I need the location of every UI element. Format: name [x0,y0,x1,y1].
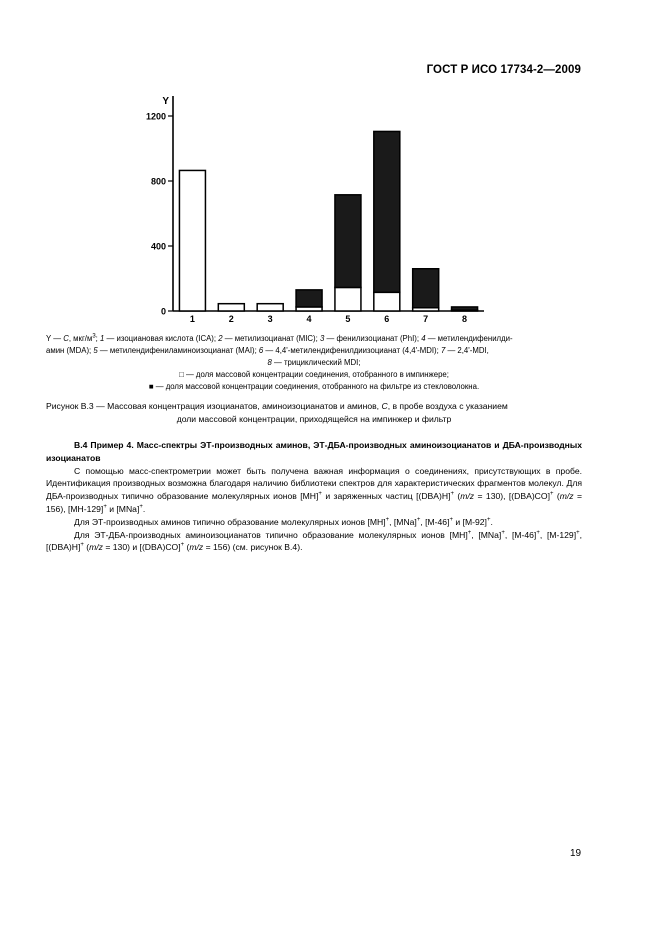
x-tick-label: 2 [228,314,234,324]
chart-bars [179,131,477,311]
bar-segment [335,287,361,311]
figure-legend [46,333,582,393]
standard-header: ГОСТ Р ИСО 17734-2—2009 [426,64,581,76]
section-heading: В.4 Пример 4. Масс-спектры ЭТ-производных аминов, ЭТ-ДБА-производных аминоизоцианатов и ДБА-производных изоцианатов [46,440,582,463]
bar-segment [452,307,478,310]
y-tick-label: 800 [150,176,166,187]
legend-line-1: Y — C, мкг/$м^3$; 1 — изоциановая кислота (ICA); 2 — метилизоцианат (MIC); 3 — фенилизоцианат (PhI); 4 — метилендифенилди- [46,333,513,343]
bar-segment [335,195,361,288]
y-axis-letter: Y [162,96,169,107]
page-number: 19 [570,848,582,859]
figure-caption: Рисунок В.3 — Массовая концентрация изоцианатов, аминоизоцианатов и аминов, C, в пробе воздуха с указанием доли массовой концентрации, приходящейся на импинжер и фильтр [46,401,508,424]
legend-line-2: амин (MDA); 5 — метилендифениламиноизоцианат (MAI); 6 — 4,4'-метилендифенилдиизоцианат (4,4'-MDI); 7 — 2,4'-MDI, [46,346,489,355]
x-tick-label: 8 [462,314,468,324]
bar-segment [218,304,244,311]
x-tick-label: 5 [345,314,351,324]
bar-segment [296,290,322,307]
bar-segment [374,292,400,311]
y-tick-label: 1200 [145,111,166,122]
x-tick-label: 7 [423,314,429,324]
bar-segment [413,269,439,308]
bar-segment [374,131,400,292]
bar-segment [179,170,205,311]
section-b4 [46,439,582,554]
x-tick-label: 6 [384,314,390,324]
paragraph-3: Для ЭТ-ДБА-производных аминоизоцианатов типично образование молекулярных ионов [MH]+, [MNa]+, [M-46]+, [M-129]+, [(DBA)H]+ (m/z = 130) и [(DBA)CO]+ (m/z = 156) (см. рисунок В.4). [46,529,582,553]
y-tick-label: 400 [150,241,166,252]
x-tick-label: 1 [189,314,195,324]
legend-line-3: 8 — трициклический MDI; [267,358,361,367]
legend-open-marker: □ — доля массовой концентрации соединения, отобранного в импинжере; [179,370,449,379]
x-tick-label: 4 [306,314,312,324]
paragraph-1: С помощью масс-спектрометрии может быть получена важная информация о соединениях, присутствующих в пробе. Идентификация производных возможна благодаря наличию библиотеки спектров для характеристических фрагментов молекул. Для ДБА-производных типично образование молекулярных ионов [MH]+ и заряженных частиц [(DBA)H]+ (m/z = 130), [(DBA)CO]+ (m/z = 156), [MH-129]+ и [MNa]+. [46,465,583,514]
stacked-bar-chart [0,0,661,330]
y-tick-label: 0 [160,306,166,317]
legend-filled-marker: ■ — доля массовой концентрации соединения, отобранного на фильтре из стекловолокна. [148,382,480,391]
paragraph-2: Для ЭТ-производных аминов типично образование молекулярных ионов [MH]+, [MNa]+, [M-46]+ и [M-92]+. [74,516,493,527]
x-tick-label: 3 [267,314,273,324]
bar-segment [257,304,283,311]
